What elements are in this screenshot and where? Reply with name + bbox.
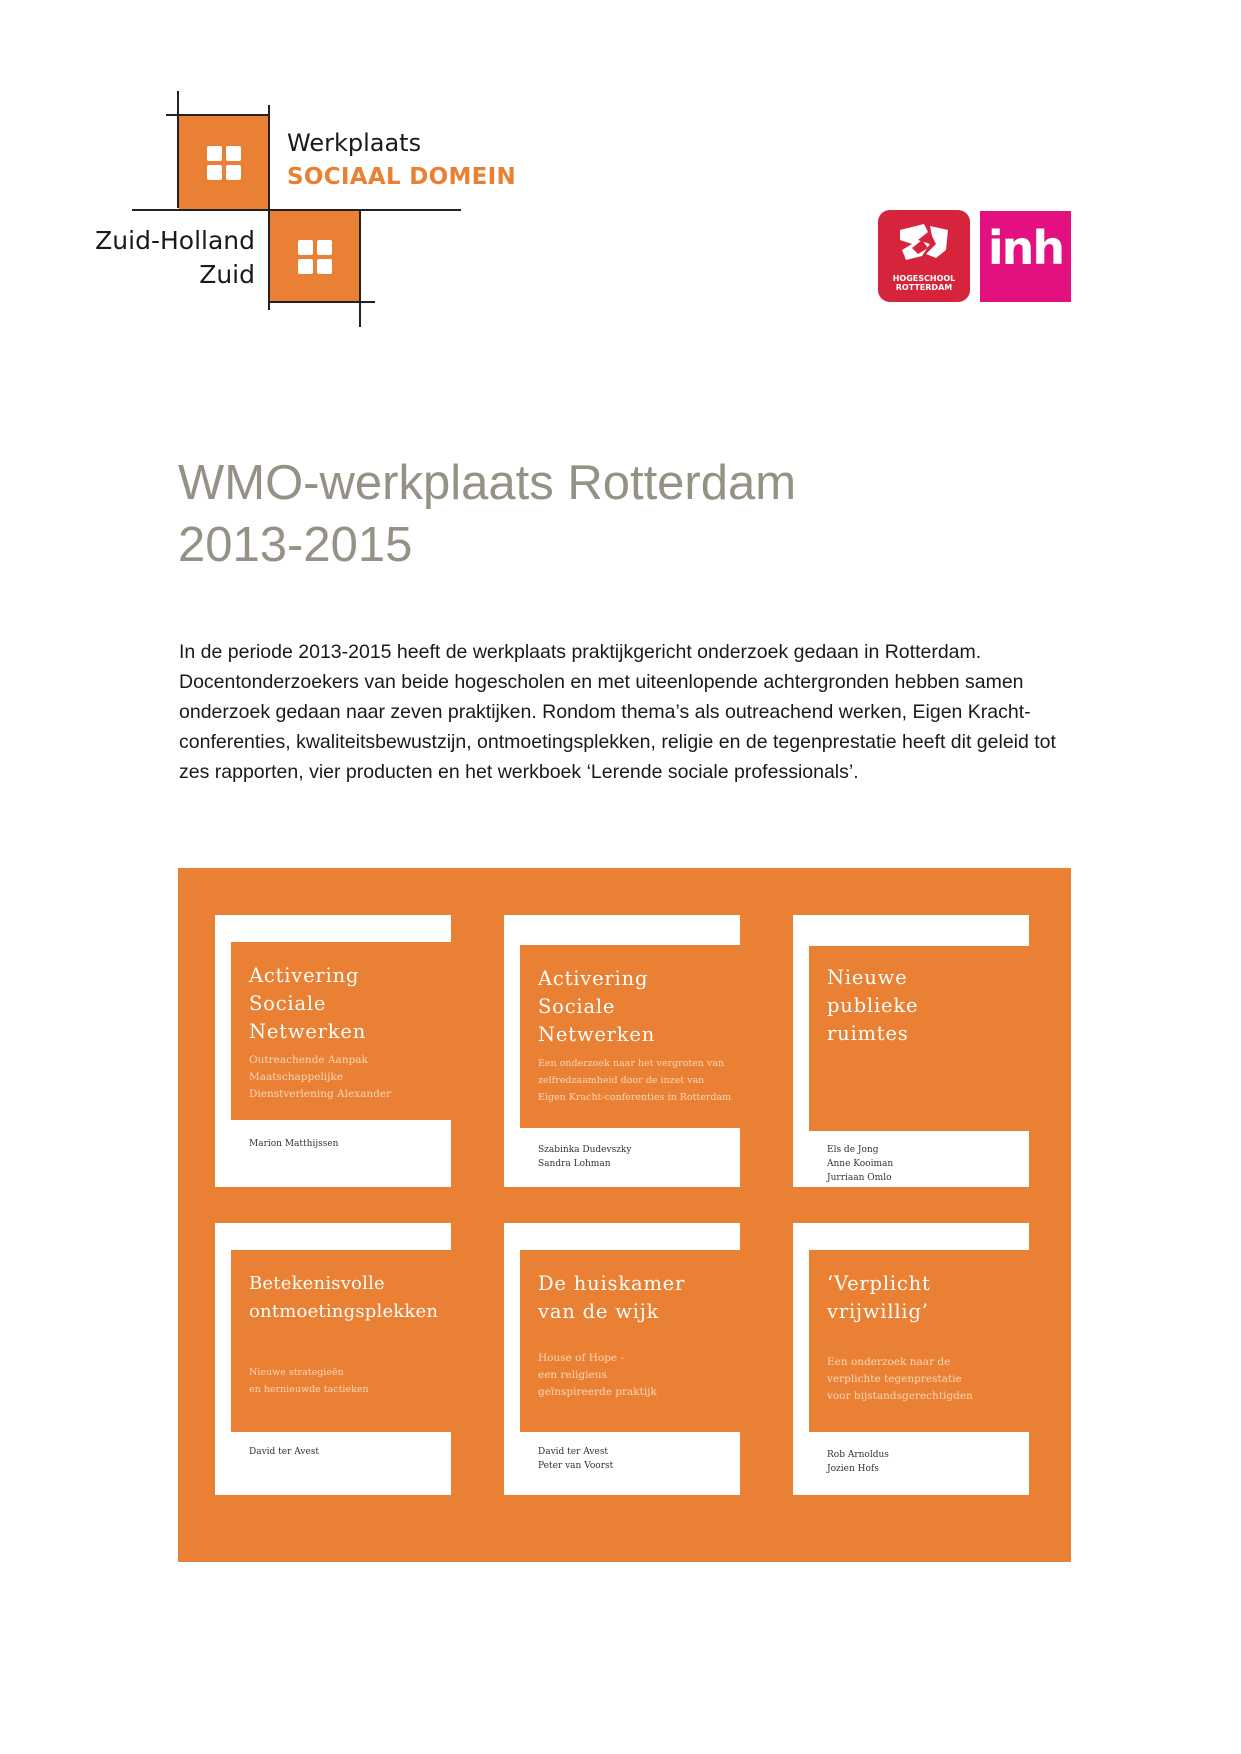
cover-subtitle: Een onderzoek naar het vergroten van zelfredzaamheid door de inzet van Eigen Kracht-conferenties in Rotterdam [538, 1058, 732, 1103]
inholland-label: inh [987, 221, 1064, 275]
cover-band [520, 945, 740, 1128]
logo-name-line1: Werkplaats [287, 129, 422, 157]
werkplaats-logo [0, 0, 560, 340]
report-cover [793, 915, 1029, 1187]
inholland-logo [980, 211, 1071, 302]
cover-band [231, 942, 451, 1120]
cover-subtitle: Nieuwe strategieën en hernieuwde tactieken [249, 1367, 369, 1395]
cover-subtitle: Outreachende Aanpak Maatschappelijke Dienstverlening Alexander [249, 1054, 392, 1100]
window-icon [207, 146, 241, 180]
window-icon [298, 240, 332, 274]
logo-region-line1: Zuid-Holland [95, 226, 255, 255]
cover-title: ‘Verplicht vrijwillig’ [827, 1272, 931, 1323]
report-cover [504, 915, 740, 1187]
cover-band [809, 946, 1029, 1131]
logo-name-line2: SOCIAAL DOMEIN [287, 164, 517, 190]
cover-title: Activering Sociale Netwerken [538, 967, 656, 1046]
intro-paragraph: In de periode 2013-2015 heeft de werkplaats praktijkgericht onderzoek gedaan in Rotterdam. Docentonderzoekers van beide hogescholen en met uiteenlopende achtergronden hebben samen onderzoek gedaan naar zeven praktijken. Rondom thema’s als outreachend werken, Eigen Kracht-conferenties, kwaliteitsbewustzijn, ontmoetingsplekken, religie en de tegenprestatie heeft dit geleid tot zes rapporten, vier producten en het werkboek ‘Lerende sociale professionals’. [179, 641, 1056, 783]
report-cover [215, 1223, 451, 1495]
cover-authors: Szabinka Dudevszky Sandra Lohman [538, 1145, 632, 1169]
cover-band [520, 1250, 740, 1432]
cover-authors: Rob Arnoldus Jozien Hofs [827, 1450, 889, 1474]
hogeschool-rotterdam-label: HOGESCHOOL ROTTERDAM [892, 274, 956, 292]
cover-band [231, 1250, 451, 1432]
page-title-line2: 2013-2015 [178, 518, 413, 572]
cover-title: Activering Sociale Netwerken [249, 964, 367, 1043]
page-title-line1: WMO-werkplaats Rotterdam [178, 456, 797, 510]
cover-subtitle: Een onderzoek naar de verplichte tegenprestatie voor bijstandsgerechtigden [827, 1356, 973, 1402]
cover-title: Nieuwe publieke ruimtes [827, 966, 919, 1045]
cover-authors: David ter Avest [249, 1447, 320, 1457]
cover-authors: David ter Avest Peter van Voorst [538, 1447, 614, 1471]
cover-title: Betekenisvolle ontmoetingsplekken [249, 1273, 439, 1322]
report-cover [504, 1223, 740, 1495]
cover-title: De huiskamer van de wijk [538, 1272, 686, 1323]
page-title [178, 452, 796, 576]
cover-authors: Els de Jong Anne Kooiman Jurriaan Omlo [827, 1145, 894, 1183]
reports-panel [178, 868, 1071, 1562]
report-cover [793, 1223, 1029, 1495]
cover-subtitle: House of Hope - een religieus geïnspireerde praktijk [538, 1352, 657, 1398]
cover-authors: Marion Matthijssen [249, 1139, 339, 1149]
logo-region-line2: Zuid [199, 260, 255, 289]
cover-band [809, 1250, 1029, 1432]
logo-line [268, 301, 375, 303]
report-cover [215, 915, 451, 1187]
hogeschool-rotterdam-logo [878, 210, 970, 302]
logo-line [359, 210, 361, 327]
